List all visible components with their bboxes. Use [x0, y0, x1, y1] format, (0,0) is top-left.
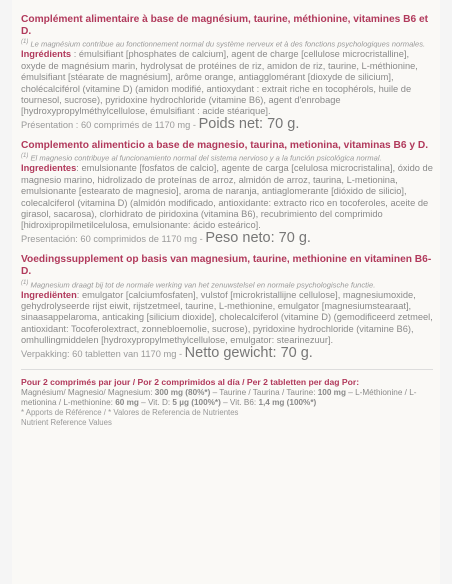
dosage-vitd-value: 5 µg (100%*)	[172, 397, 221, 407]
dosage-magnesium-value: 300 mg (80%*)	[154, 387, 211, 397]
product-label	[21, 14, 433, 427]
spanish-claim-text: El magnesio contribuye al funcionamiento normal del sistema nervioso y a la función psicológica normal.	[28, 153, 382, 163]
french-claim-text: Le magnésium contribue au fonctionnement normal du système nerveux et à des fonctions psychologiques normales.	[28, 39, 426, 49]
footnote-mark: (1)	[21, 153, 29, 160]
spanish-claim	[21, 152, 433, 163]
net-weight: Peso neto: 70 g.	[205, 229, 311, 246]
presentation-text: Présentation : 60 comprimés de 1170 mg -	[21, 119, 199, 130]
dosage-vitd-label: – Vit. D:	[138, 397, 173, 407]
french-section	[21, 14, 433, 131]
spanish-ingredients	[21, 163, 433, 231]
right-edge	[440, 0, 452, 584]
dosage-magnesium-label: Magnésium/ Magnesio/ Magnesium:	[21, 387, 155, 397]
footnote-mark: (1)	[21, 279, 29, 286]
french-presentation	[21, 115, 433, 132]
ingredients-text: : emulsionante [fosfatos de calcio], agente de carga [celulosa microcristalina], óxido de magnesio marino, hidrolizado de proteínas de arroz, almidón de arroz, taurina, L-metionina, emulsionante [estearato de magnesio], aroma de naranja, antiaglomerante [dióxido de silicio], colecalciferol (vitamina D) (almidón modificado, antioxidante: extracto rico en tocoferoles, aceite de girasol, sacarosa), clorhidrato de piridoxina (vitamina B6), recubrimiento del comprimido [hidroxipropilmetilcelulosa, emulsionante: ácido esteárico].	[21, 163, 433, 231]
reference-footnote-2: Nutrient Reference Values	[21, 417, 112, 427]
ingredients-heading: Ingredientes	[21, 163, 77, 174]
net-weight: Poids net: 70 g.	[198, 115, 300, 132]
section-divider	[21, 369, 433, 370]
spanish-section	[21, 140, 433, 245]
dosage-values	[21, 388, 433, 408]
french-ingredients	[21, 49, 433, 117]
dosage-heading: Pour 2 comprimés par jour / Por 2 comprimidos al día / Per 2 tabletten per dag Por:	[21, 376, 360, 387]
ingredients-text: : émulsifiant [phosphates de calcium], agent de charge [cellulose microcristalline], oxyde de magnésium marin, hydrolysat de protéines de riz, amidon de riz, taurine, L-méthionine, émulsifiant [stéarate de magnésium], arôme orange, antiagglomérant [dioxyde de silicium], cholécalciférol (vitamine D) (amidon modifié, antioxydant : extrait riche en tocophérols, huile de tournesol, sucrose), pyridoxine hydrochloride (vitamine B6), agent d'enrobage [hydroxypropylméthylcellulose, émulsifiant : acide stéarique].	[21, 49, 418, 117]
ingredients-heading: Ingrédients	[21, 49, 72, 60]
footnote-mark: (1)	[21, 39, 29, 46]
ingredients-heading: Ingrediënten	[21, 289, 77, 300]
dutch-ingredients	[21, 290, 433, 347]
ingredients-text: : emulgator [calciumfosfaten], vulstof [microkristallijne cellulose], magnesiumoxide, gehydrolyseerde rijst eiwit, rijstzetmeel, taurine, L-methionine, emulgator [magnesiumstearaat], sinaasappelaroma, anticaking [silicium dioxide], cholecalciferol (vitamine D) (gemodificeerd zetmeel, antioxidant: Tocoferolextract, zonnebloemolie, sucrose), pyridoxine hydrochloride (vitamine B6), omhullingmiddelen [hydroxypropylmethylcellulose, emulgator: stearinezuur].	[21, 289, 433, 346]
label-sheet	[12, 0, 440, 584]
spanish-title: Complemento alimenticio a base de magnesio, taurina, metionina, vitaminas B6 y D.	[21, 140, 429, 152]
dutch-claim	[21, 279, 433, 290]
dosage-b6-value: 1,4 mg (100%*)	[258, 397, 317, 407]
french-title: Complément alimentaire à base de magnésium, taurine, méthionine, vitamines B6 et D.	[21, 14, 429, 38]
dosage-methionine-value: 60 mg	[115, 397, 139, 407]
dosage-b6-label: – Vit. B6:	[220, 397, 259, 407]
dosage-methionine-label: – L-Méthionine / L-metionina / L-methionine:	[21, 387, 417, 407]
dutch-presentation	[21, 344, 433, 361]
dutch-title: Voedingssupplement op basis van magnesium, taurine, methionine en vitaminen B6-D.	[21, 254, 432, 278]
reference-footnote-1: * Apports de Référence / * Valores de Referencia de Nutrientes	[21, 407, 239, 417]
presentation-text: Presentación: 60 comprimidos de 1170 mg -	[21, 233, 206, 244]
net-weight: Netto gewicht: 70 g.	[184, 344, 313, 361]
dutch-section	[21, 254, 433, 360]
french-claim	[21, 38, 433, 49]
dosage-taurine-label: – Taurine / Taurina / Taurine:	[210, 387, 318, 397]
dutch-claim-text: Magnesium draagt bij tot de normale werking van het zenuwstelsel en normale psychologische functie.	[28, 280, 376, 290]
presentation-text: Verpakking: 60 tabletten van 1170 mg -	[21, 348, 185, 359]
dosage-taurine-value: 100 mg	[317, 387, 346, 397]
left-edge	[0, 0, 12, 584]
spanish-presentation	[21, 229, 433, 246]
